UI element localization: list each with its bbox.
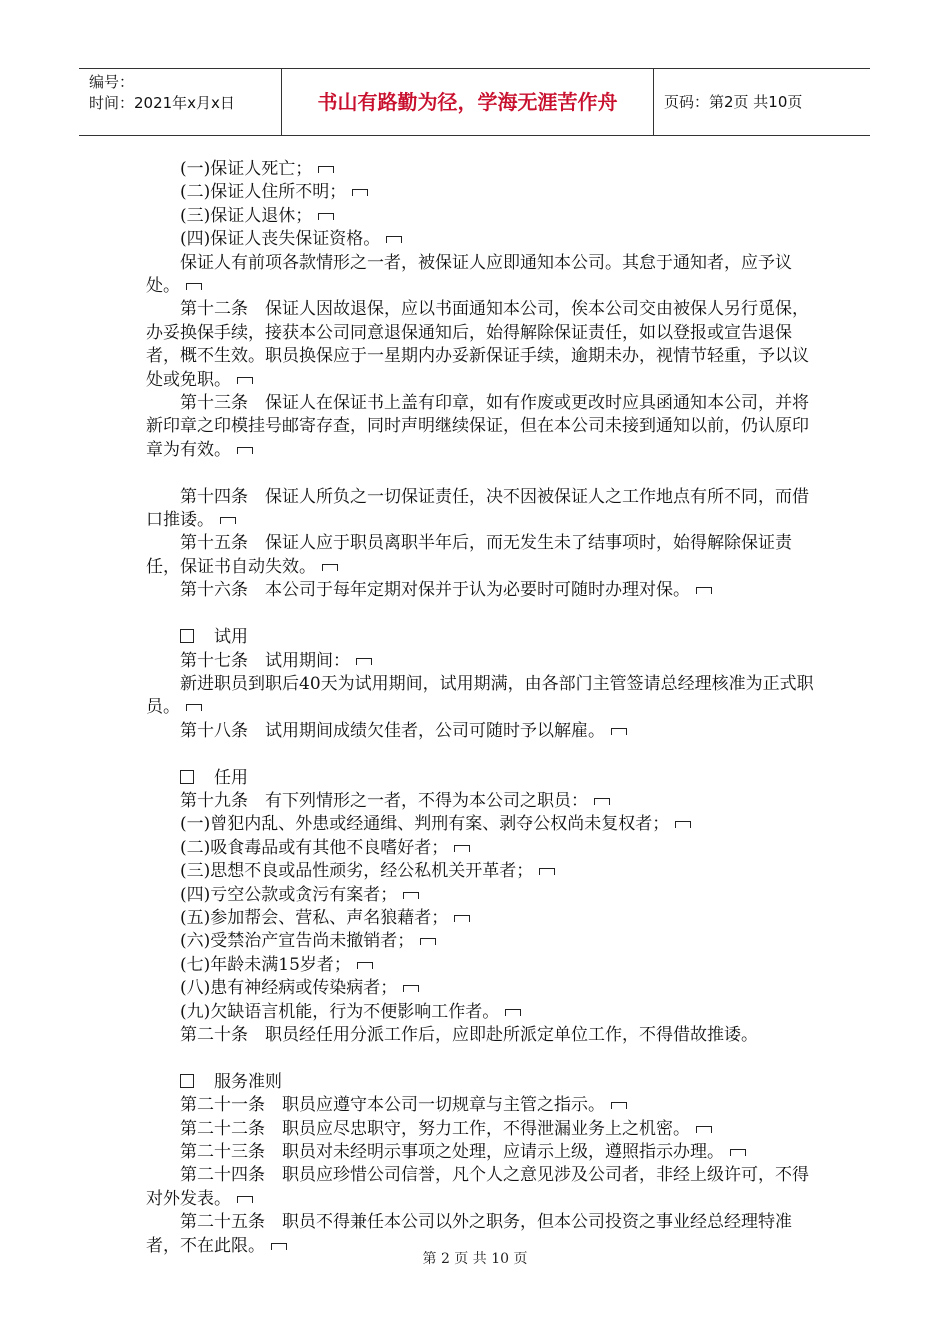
paragraph-mark-icon — [420, 938, 436, 945]
paragraph — [146, 205, 816, 228]
paragraph-text: 任用 — [214, 767, 248, 788]
section-heading — [146, 626, 816, 649]
paragraph-mark-icon — [611, 728, 627, 735]
paragraph — [146, 579, 816, 602]
paragraph — [146, 252, 816, 299]
paragraph-mark-icon — [505, 1009, 521, 1016]
paragraph-mark-icon — [186, 283, 202, 290]
paragraph-mark-icon — [454, 845, 470, 852]
header-page-info: 页码：第2页 共10页 — [664, 93, 803, 111]
paragraph-text: 新进职员到职后40天为试用期间，试用期满，由各部门主管签请总经理核准为正式职员。 — [146, 673, 814, 718]
paragraph-text: 服务准则 — [214, 1071, 282, 1092]
paragraph-text: 第十七条 试用期间： — [180, 650, 350, 671]
paragraph-text: 第十八条 试用期间成绩欠佳者，公司可随时予以解雇。 — [180, 720, 605, 741]
paragraph — [146, 1094, 816, 1117]
paragraph-text: (一)保证人死亡； — [180, 159, 313, 179]
paragraph-mark-icon — [237, 447, 253, 454]
document-body — [146, 158, 816, 1258]
checkbox-square-icon — [180, 629, 194, 643]
paragraph-text: 第十六条 本公司于每年定期对保并于认为必要时可随时办理对保。 — [180, 580, 690, 601]
paragraph — [146, 977, 816, 1000]
paragraph — [146, 298, 816, 392]
section-heading — [146, 767, 816, 790]
paragraph-text: (三)思想不良或品性顽劣，经公私机关开革者； — [180, 861, 534, 882]
paragraph — [146, 860, 816, 883]
paragraph-text: 第二十一条 职员应遵守本公司一切规章与主管之指示。 — [180, 1095, 605, 1116]
paragraph-mark-icon — [696, 587, 712, 594]
paragraph — [146, 1141, 816, 1164]
paragraph-text: 第十四条 保证人所负之一切保证责任，决不因被保证人之工作地点有所不同，而借口推诿。 — [146, 486, 809, 531]
paragraph-mark-icon — [696, 1126, 712, 1133]
paragraph — [146, 650, 816, 673]
paragraph — [146, 907, 816, 930]
header-meta — [79, 69, 282, 135]
paragraph — [146, 1118, 816, 1141]
section-heading — [146, 1071, 816, 1094]
paragraph — [146, 228, 816, 251]
paragraph-text: 试用 — [214, 627, 248, 648]
number-label: 编号： — [89, 73, 135, 91]
paragraph-text: (二)保证人住所不明； — [180, 182, 347, 203]
paragraph-text: 第十三条 保证人在保证书上盖有印章，如有作废或更改时应具函通知本公司，并将新印章之印模挂号邮寄存查，同时声明继续保证，但在本公司未接到通知以前，仍认原印章为有效。 — [146, 393, 809, 460]
paragraph-text: 第二十二条 职员应尽忠职守，努力工作，不得泄漏业务上之机密。 — [180, 1118, 690, 1139]
paragraph-text: (一)曾犯内乱、外患或经通缉、判刑有案、剥夺公权尚未复权者； — [180, 814, 670, 835]
paragraph-text: 第十二条 保证人因故退保，应以书面通知本公司，俟本公司交由被保人另行觅保，办妥换保手续，接获本公司同意退保通知后，始得解除保证责任，如以登报或宣告退保者，概不生效。职员换保应于一星期内办妥新保证手续，逾期未办，视情节轻重，予以议处或免职。 — [146, 299, 809, 390]
paragraph-text: 第十五条 保证人应于职员离职半年后，而无发生未了结事项时，始得解除保证责任，保证书自动失效。 — [146, 533, 792, 577]
paragraph-mark-icon — [356, 658, 372, 665]
paragraph-text: (九)欠缺语言机能，行为不便影响工作者。 — [180, 1001, 500, 1022]
paragraph-text: 保证人有前项各款情形之一者，被保证人应即通知本公司。其怠于通知者，应予议处。 — [146, 252, 792, 297]
date-label: 时间：2021年x月x日 — [89, 94, 235, 112]
paragraph-mark-icon — [539, 868, 555, 875]
paragraph-mark-icon — [220, 517, 236, 524]
paragraph — [146, 532, 816, 579]
paragraph-mark-icon — [454, 915, 470, 922]
paragraph-mark-icon — [730, 1149, 746, 1156]
paragraph-text: (四)亏空公款或贪污有案者； — [180, 884, 398, 905]
paragraph-text: 第二十条 职员经任用分派工作后，应即赴所派定单位工作，不得借故推诿。 — [180, 1024, 758, 1045]
checkbox-square-icon — [180, 1074, 194, 1088]
paragraph — [146, 1164, 816, 1211]
header-motto: 书山有路勤为径，学海无涯苦作舟 — [282, 69, 654, 135]
paragraph — [146, 486, 816, 533]
paragraph-mark-icon — [318, 213, 334, 220]
paragraph-mark-icon — [237, 377, 253, 384]
paragraph-text: (八)患有神经病或传染病者； — [180, 978, 398, 999]
page-header — [79, 68, 870, 136]
paragraph — [146, 673, 816, 720]
paragraph-mark-icon — [403, 985, 419, 992]
paragraph — [146, 790, 816, 813]
paragraph-text: (七)年龄未满15岁者； — [180, 954, 351, 975]
paragraph-mark-icon — [237, 1196, 253, 1203]
paragraph-text: (五)参加帮会、营私、声名狼藉者； — [180, 907, 449, 928]
paragraph — [146, 1024, 816, 1047]
paragraph — [146, 837, 816, 860]
paragraph — [146, 720, 816, 743]
paragraph — [146, 392, 816, 462]
page-footer: 第 2 页 共 10 页 — [422, 1251, 528, 1267]
paragraph-text: (四)保证人丧失保证资格。 — [180, 229, 381, 250]
blank-line — [146, 743, 816, 766]
paragraph-mark-icon — [403, 892, 419, 899]
paragraph-text: 第二十四条 职员应珍惜公司信誉，凡个人之意见涉及公司者，非经上级许可，不得对外发表。 — [146, 1165, 809, 1209]
paragraph-mark-icon — [318, 166, 334, 173]
paragraph-text: (六)受禁治产宣告尚未撤销者； — [180, 931, 415, 952]
paragraph-mark-icon — [611, 1102, 627, 1109]
paragraph — [146, 884, 816, 907]
paragraph-mark-icon — [675, 821, 691, 828]
blank-line — [146, 462, 816, 485]
blank-line — [146, 603, 816, 626]
paragraph — [146, 158, 816, 181]
paragraph — [146, 181, 816, 204]
paragraph-text: 第十九条 有下列情形之一者，不得为本公司之职员： — [180, 790, 588, 811]
paragraph-mark-icon — [352, 189, 368, 196]
paragraph-mark-icon — [322, 564, 338, 571]
paragraph — [146, 954, 816, 977]
paragraph-mark-icon — [386, 236, 402, 243]
checkbox-square-icon — [180, 770, 194, 784]
paragraph — [146, 1001, 816, 1024]
paragraph-mark-icon — [357, 962, 373, 969]
paragraph — [146, 813, 816, 836]
paragraph — [146, 930, 816, 953]
paragraph-text: 第二十三条 职员对未经明示事项之处理，应请示上级，遵照指示办理。 — [180, 1142, 724, 1162]
paragraph-text: 第二十五条 职员不得兼任本公司以外之职务，但本公司投资之事业经总经理特准者，不在此限。 — [146, 1212, 792, 1256]
paragraph-mark-icon — [186, 704, 202, 711]
paragraph-text: (二)吸食毒品或有其他不良嗜好者； — [180, 837, 449, 858]
paragraph-text: (三)保证人退休； — [180, 205, 313, 226]
paragraph-mark-icon — [594, 798, 610, 805]
blank-line — [146, 1047, 816, 1070]
